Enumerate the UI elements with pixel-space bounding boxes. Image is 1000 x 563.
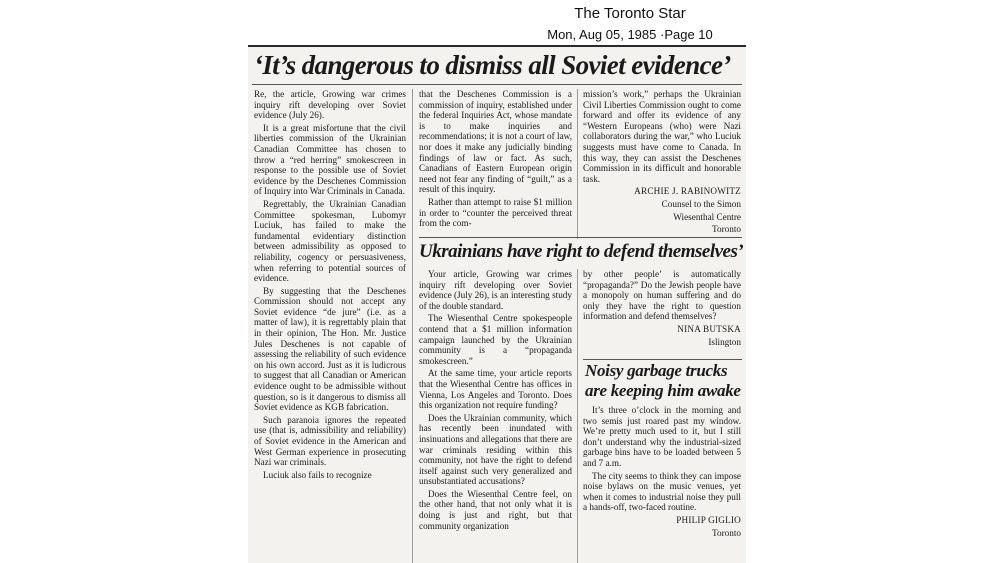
paragraph: that the Deschenes Commission is a commission of inquiry, established under the federal Inquiries Act, whose mandate is to make inquiries and recommendations; it is not a court of law, nor does it make any judicially binding findings of law or fact. As such, Canadians of Eastern European origin need not fear any finding of “guilt,” as a result of this inquiry. xyxy=(419,89,572,195)
author-title: Counsel to the Simon xyxy=(661,198,741,209)
publication-date: Mon, Aug 05, 1985 ·Page 10 xyxy=(547,27,713,42)
author-title: Wiesenthal Centre xyxy=(673,211,741,222)
article1-column-1 xyxy=(254,89,406,563)
author-name: PHILIP GIGLIO xyxy=(676,514,741,525)
author-location: Islington xyxy=(708,336,741,347)
column-rule xyxy=(412,89,413,563)
author-name: ARCHIE J. RABINOWITZ xyxy=(634,186,741,197)
paragraph: Does the Wiesenthal Centre feel, on the other hand, that not only what it is doing is just and right, but that community organization xyxy=(419,488,572,531)
article3-headline: Noisy garbage trucks are keeping him awake xyxy=(585,361,741,400)
section-rule xyxy=(583,359,742,360)
column-rule xyxy=(577,89,578,239)
masthead xyxy=(480,4,780,44)
article1-column-3 xyxy=(583,89,741,235)
author-location: Toronto xyxy=(712,527,741,538)
paragraph: mission’s work,” perhaps the Ukrainian Civil Liberties Commission ought to come forward and offer its evidence of any “Western Europeans (who) were Nazi collaborators during the war,” who Luciuk suggests must have come to Canada. In this way, they can assist the Deschenes Commission in its difficult and honorable task. xyxy=(583,89,741,184)
newspaper-clipping xyxy=(248,45,746,563)
article2-headline: Ukrainians have right to defend themselves’ xyxy=(419,241,744,262)
publication-name: The Toronto Star xyxy=(574,5,686,22)
paragraph: by other people’ is automatically “propaganda?” Do the Jewish people have a monopoly on human suffering and do only they have the right to question information and defend themselves? xyxy=(583,269,741,322)
paragraph: Regrettably, the Ukrainian Canadian Committee spokesman, Lubomyr Luciuk, has failed to make the fundamental evidentiary distinction between admissibility as opposed to reliability, cogency or persuasiveness, when referring to potential sources of evidence. xyxy=(254,198,406,284)
paragraph: By suggesting that the Deschenes Commission should not accept any Soviet evidence “de jure” (i.e. as a matter of law), it is regrettably plain that in their opinion, The Hon. Mr. Justice Jules Deschenes is not capable of assessing the reliability of such evidence on his own accord. Just as it is ludicrous to suggest that all Canadian or American evidence ought to be admissible without question, so is it dangerous to dismiss all Soviet evidence as KGB fabrication. xyxy=(254,285,406,413)
article1-headline: ‘It’s dangerous to dismiss all Soviet evidence’ xyxy=(254,50,731,80)
column-rule xyxy=(577,269,578,563)
article2-column-2 xyxy=(583,269,741,355)
section-rule xyxy=(419,237,742,238)
article1-column-2 xyxy=(419,89,572,233)
paragraph: The Wiesenthal Centre spokespeople contend that a $1 million information campaign launched by the Ukrainian community is a “propaganda smokescreen.” xyxy=(419,313,572,366)
paragraph: Luciuk also fails to recognize xyxy=(263,469,372,480)
paragraph: It’s three o’clock in the morning and two semis just roared past my window. We’re pretty much used to it, but I still don’t understand why the industrial-sized garbage bins have to be loaded between 5 and 7 a.m. xyxy=(583,405,741,468)
article2-column-1 xyxy=(419,269,572,563)
author-name: NINA BUTSKA xyxy=(677,323,741,334)
headline-rule xyxy=(252,84,742,85)
paragraph: The city seems to think they can impose noise bylaws on the music venues, yet when it comes to industrial noise they pull a hands-off, two-faced routine. xyxy=(583,470,741,513)
author-location: Toronto xyxy=(712,224,741,235)
paragraph: Your article, Growing war crimes inquiry rift developing over Soviet evidence (July 26), is an interesting study of the double standard. xyxy=(419,269,572,311)
paragraph: It is a great misfortune that the civil liberties commission of the Ukrainian Canadian Committee has chosen to throw a “red herring” smokescreen in response to the possible use of Soviet evidence by the Deschenes Commission of Inquiry into War Criminals in Canada. xyxy=(254,122,406,197)
paragraph: Does the Ukrainian community, which has recently been inundated with insinuations and allegations that there are war criminals residing within this community, not have the right to defend itself against such very generalized and unsubstantiated accusations? xyxy=(419,412,572,487)
article3-body xyxy=(583,405,741,563)
paragraph: Re, the article, Growing war crimes inquiry rift developing over Soviet evidence (July 26). xyxy=(254,89,406,121)
paragraph: Such paranoia ignores the repeated use (that is, admissibility and reliability) of Soviet evidence in the American and West German experience in prosecuting Nazi war criminals. xyxy=(254,414,406,468)
paragraph: At the same time, your article reports that the Wiesenthal Centre has offices in Vienna, Los Angeles and Toronto. Does this organization not require funding? xyxy=(419,368,572,411)
paragraph: Rather than attempt to raise $1 million in order to “counter the perceived threat from the com- xyxy=(419,196,572,229)
